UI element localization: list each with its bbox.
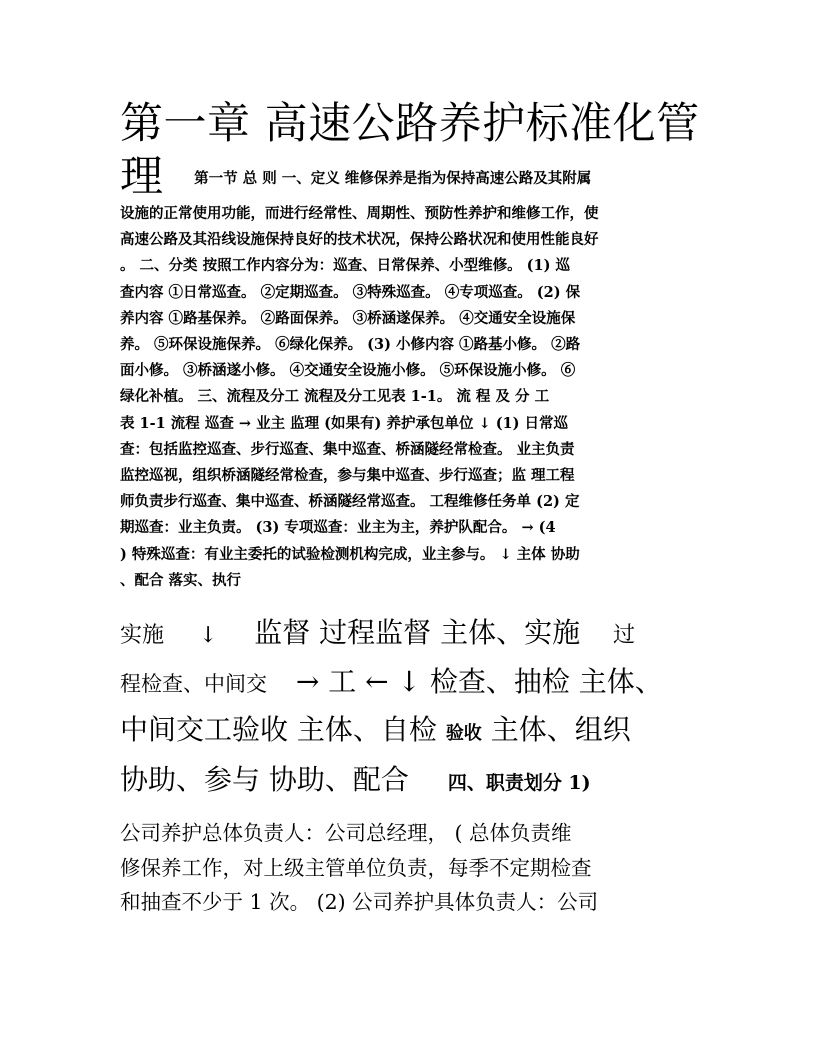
text-line: 设施的正常使用功能，而进行经常性、周期性、预防性养护和维修工作，使: [120, 205, 599, 222]
text-line: 查：包括监控巡查、步行巡查、集中巡查、桥涵隧经常检查。 业主负责: [120, 440, 575, 458]
text-line: ) 特殊巡查：有业主委托的试验检测机构完成，业主参与。 ↓ 主体 协助: [120, 545, 580, 563]
down-arrow-icon: ↓: [198, 623, 218, 649]
text-line: 表 1-1 流程 巡查 → 业主 监理 (如果有) 养护承包单位 ↓ (1) 日常巡: [120, 414, 569, 432]
mid-line-1: [120, 610, 700, 659]
mid-line-3: [120, 707, 700, 757]
text-segment: 实施: [120, 623, 165, 649]
text-segment: 验收: [445, 723, 482, 745]
text-segment: 主体、组织: [481, 713, 631, 747]
text-segment: 过: [612, 623, 635, 649]
text-line: 查内容 ①日常巡查。 ②定期巡查。 ③特殊巡查。 ④专项巡查。 (2) 保: [120, 283, 581, 301]
body-line: 修保养工作，对上级主管单位负责，每季不定期检查: [120, 855, 592, 880]
text-segment: 中间交工验收 主体、自检: [120, 713, 446, 747]
document-body: [120, 96, 700, 920]
text-line: 面小修。 ③桥涵遂小修。 ④交通安全设施小修。 ⑤环保设施小修。 ⑥: [120, 362, 576, 380]
text-line: 养内容 ①路基保养。 ②路面保养。 ③桥涵遂保养。 ④交通安全设施保: [120, 309, 576, 327]
text-line: 师负责步行巡查、集中巡查、桥涵隧经常巡查。 工程维修任务单 (2) 定: [120, 493, 580, 511]
large-text-block: [120, 610, 700, 806]
text-line: 。 二、分类 按照工作内容分为：巡查、日常保养、小型维修。 (1) 巡: [120, 257, 571, 275]
text-segment: 监督 过程监督 主体、实施: [254, 616, 581, 650]
text-line: 绿化补植。 三、流程及分工 流程及分工见表 1-1。 流 程 及 分 工: [120, 388, 550, 406]
text-line: 养。 ⑤环保设施保养。 ⑥绿化保养。 (3) 小修内容 ①路基小修。 ②路: [120, 336, 581, 354]
body-text-block: [120, 816, 700, 920]
text-line: 高速公路及其沿线设施保持良好的技术状况，保持公路状况和使用性能良好: [120, 231, 599, 249]
title-continuation-line: [120, 154, 700, 200]
small-text-block: [120, 201, 700, 594]
text-line: 监控巡视，组织桥涵隧经常检查，参与集中巡查、步行巡查；监 理工程: [120, 467, 575, 485]
mid-line-2: [120, 659, 700, 707]
text-segment: 程检查、中间交: [120, 672, 267, 697]
body-line: 公司养护总体负责人：公司总经理， ( 总体负责维: [120, 821, 572, 846]
chapter-title-tail: 理: [120, 154, 163, 200]
section-heading-text: 第一节 总 则 一、定义 维修保养是指为保持高速公路及其附属: [194, 170, 592, 187]
mid-line-4: [120, 757, 700, 806]
text-line: 、配合 落实、执行: [120, 571, 242, 589]
text-line: 期巡查：业主负责。 (3) 专项巡查：业主为主，养护队配合。 → (4: [120, 519, 556, 537]
text-segment: → 工 ← ↓ 检查、抽检 主体、: [295, 665, 663, 699]
chapter-title: 第一章 高速公路养护标准化管: [120, 99, 700, 149]
text-segment: 四、职责划分 1): [447, 772, 591, 795]
text-segment: 协助、参与 协助、配合: [120, 763, 409, 797]
body-line: 和抽查不少于 1 次。 (2) 公司养护具体负责人：公司: [120, 890, 599, 915]
